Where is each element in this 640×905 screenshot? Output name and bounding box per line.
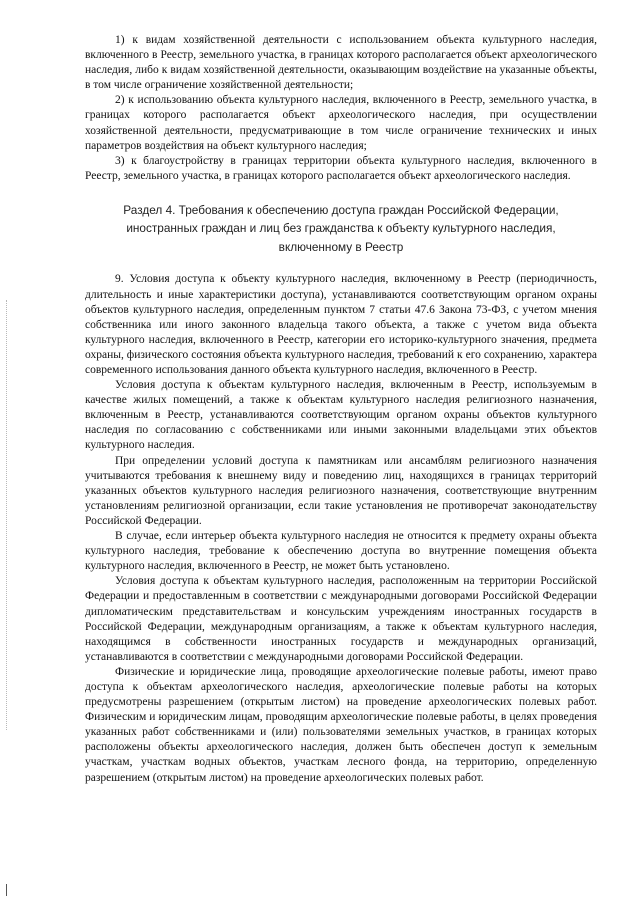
section-heading [85, 201, 597, 257]
section-heading-line-1: Раздел 4. Требования к обеспечению доступа граждан Российской Федерации, [123, 202, 559, 217]
scan-margin-dots [6, 300, 9, 730]
section-heading-line-3: включенному в Реестр [278, 239, 404, 254]
list-item-3: 3) к благоустройству в границах территории объекта культурного наследия, включенного в Реестр, земельного участка, в границах которого располагается объект археологического наследия. [85, 154, 597, 182]
scan-corner-mark [6, 884, 7, 896]
paragraph-archaeological: Физические и юридические лица, проводящие археологические полевые работы, имеют право доступа к объектам археологического наследия, археологические полевые работы на которых предусмотрены разрешением (открытым листом) на проведение археологических полевых работ. Физическим и юридическим лицам, проводящим археологические полевые работы, в целях проведения указанных работ собственниками и (или) пользователями земельных участков, в границах которых расположены объекты археологического наследия, должен быть обеспечен доступ к земельным участкам, участкам водных объектов, участкам лесного фонда, на территорию, определенную разрешением (открытым листом) на проведение археологических полевых работ. [85, 665, 597, 784]
list-item-1: 1) к видам хозяйственной деятельности с использованием объекта культурного наследия, включенного в Реестр, земельного участка, в границах которого располагается объект археологического наследия, либо к видам хозяйственной деятельности, оказывающим воздействие на указанные объекты, в том числе ограничение хозяйственной деятельности; [85, 34, 597, 92]
list-item-2: 2) к использованию объекта культурного наследия, включенного в Реестр, земельного участка, в границах которого располагается объект археологического наследия, при осуществлении хозяйственной деятельности, предусматривающие в том числе ограничение технических и иных параметров воздействия на объект культурного наследия; [85, 94, 597, 152]
paragraph-residential-religious: Условия доступа к объектам культурного наследия, включенным в Реестр, используемым в качестве жилых помещений, а также к объектам культурного наследия религиозного назначения, включенным в Реестр, устанавливаются соответствующим органом охраны объектов культурного наследия по согласованию с собственниками или иными законными владельцами этих объектов культурного наследия. [85, 379, 597, 452]
section-heading-line-2: иностранных граждан и лиц без гражданства к объекту культурного наследия, [126, 221, 556, 236]
document-body [85, 33, 597, 786]
paragraph-interior: В случае, если интерьер объекта культурного наследия не относится к предмету охраны объекта культурного наследия, требование к обеспечению доступа во внутренние помещения объекта культурного наследия, включенного в Реестр, не может быть установлено. [85, 530, 597, 573]
paragraph-religious-conduct: При определении условий доступа к памятникам или ансамблям религиозного назначения учитываются требования к внешнему виду и поведению лиц, находящихся в границах территорий указанных объектов культурного наследия религиозного назначения, соответствующие внутренним установлениям религиозной организации, если такие установления не противоречат законодательству Российской Федерации. [85, 454, 597, 527]
paragraph-9: 9. Условия доступа к объекту культурного наследия, включенному в Реестр (периодичность, длительность и иные характеристики доступа), устанавливаются соответствующим органом охраны объектов культурного наследия, определенным пунктом 7 статьи 47.6 Закона 73-ФЗ, с учетом мнения собственника или иного законного владельца такого объекта, а также с учетом вида объекта культурного наследия, включенного в Реестр, категории его историко-культурного значения, предмета охраны, физического состояния объекта культурного наследия, требований к его сохранению, характера современного использования данного объекта культурного наследия, включенного в Реестр. [85, 273, 597, 376]
paragraph-diplomatic: Условия доступа к объектам культурного наследия, расположенным на территории Российской Федерации и предоставленным в соответствии с международными договорами Российской Федерации дипломатическим представительствам и консульским учреждениям иностранных государств в Российской Федерации, международным организациям, а также к объектам культурного наследия, находящимся в собственности иностранных государств и международных организаций, устанавливаются в соответствии с международными договорами Российской Федерации. [85, 575, 597, 663]
